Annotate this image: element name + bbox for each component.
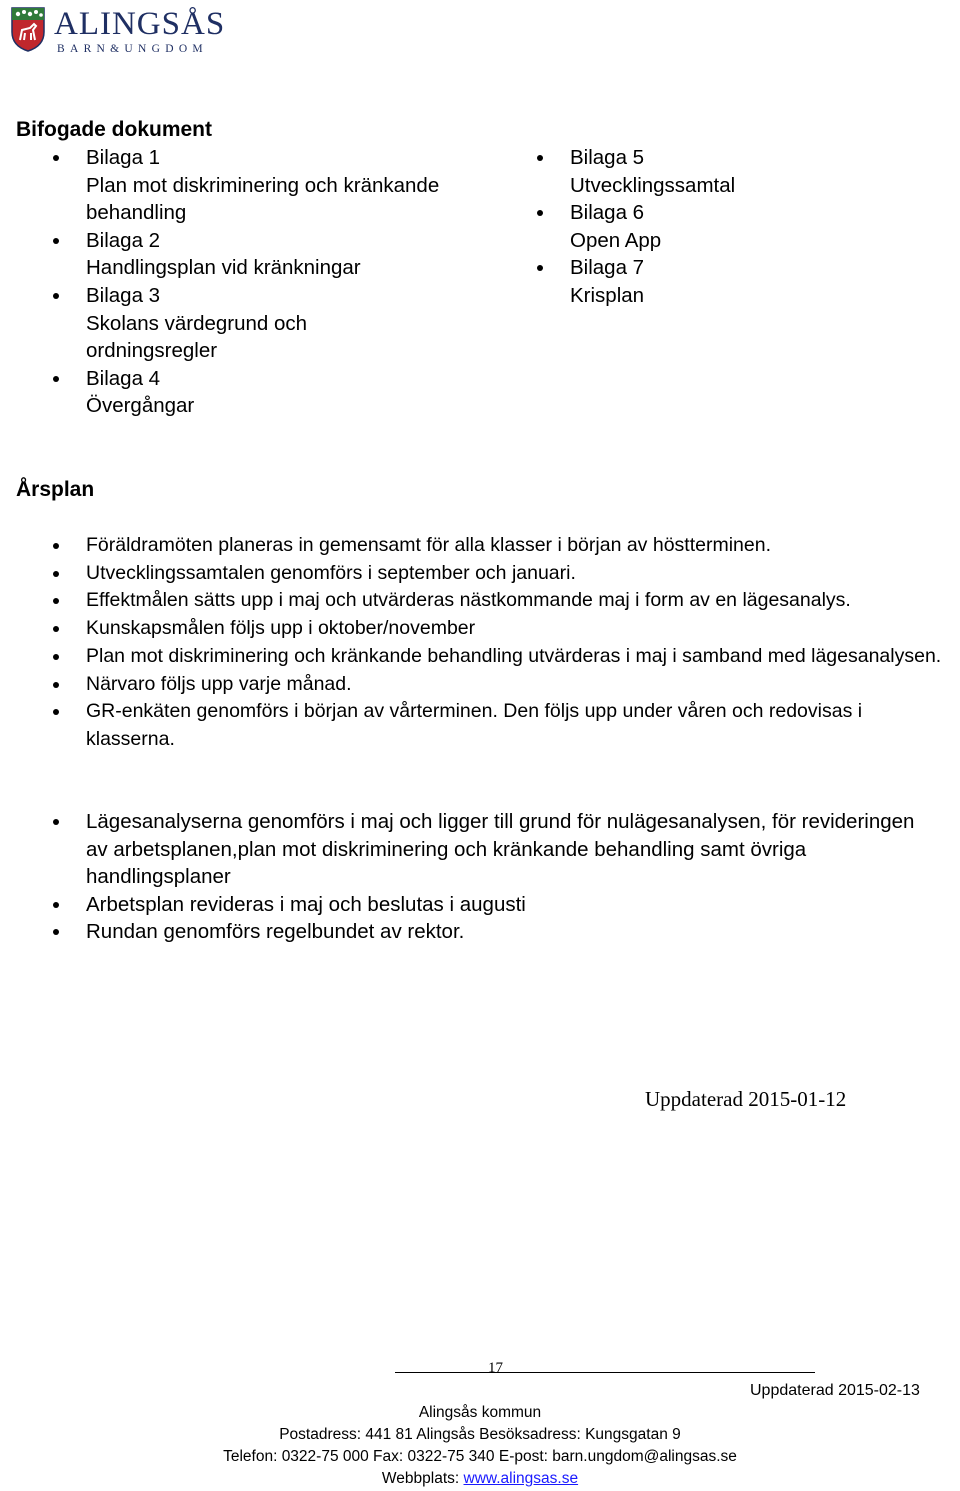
bullet-icon [53,571,59,577]
attachment-label: Bilaga 2 [86,228,161,252]
attachment-title: Plan mot diskriminering och kränkande behandling [86,173,440,225]
attachment-label: Bilaga 6 [570,201,645,225]
page-number: 17 [488,1360,503,1376]
list-item [86,365,516,420]
attachment-label: Bilaga 5 [570,146,645,169]
attachment-label: Bilaga 7 [570,256,645,280]
bullet-icon [53,682,59,688]
footer-web [0,1468,960,1490]
brand-subtitle: BARN&UNGDOM [57,43,208,55]
attachment-label: Bilaga 3 [86,283,161,307]
bullet-icon [53,543,59,549]
footer-web-label: Webbplats: [381,1470,464,1487]
list-item-text: Kunskapsmålen följs upp i oktober/november [86,617,476,640]
list-item-text: GR-enkäten genomförs i början av vårterminen. Den följs upp under våren och redovisas i klasserna. [86,700,863,750]
list-item [86,918,958,946]
bullet-icon [537,265,543,271]
bullet-icon [53,598,59,604]
list-item-text: Plan mot diskriminering och kränkande behandling utvärderas i maj i samband med lägesanalysen. [86,644,942,667]
attachment-title: Skolans värdegrund och ordningsregler [86,311,308,363]
bullet-icon [53,819,59,825]
annual-plan-heading: Årsplan [16,478,95,501]
list-item [86,615,958,643]
list-item [570,144,930,199]
list-item-text: Effektmålen sätts upp i maj och utvärderas nästkommande maj i form av en lägesanalys. [86,589,851,612]
bullet-icon [53,376,59,382]
bullet-icon [53,902,59,908]
bullet-icon [53,155,59,161]
bullet-icon [53,238,59,244]
list-item [570,254,930,309]
attachment-title: Utvecklingssamtal [570,173,736,197]
list-item-text: Rundan genomförs regelbundet av rektor. [86,920,465,944]
list-item-text: Föräldramöten planeras in gemensamt för alla klasser i början av höstterminen. [86,534,771,556]
list-item [86,643,958,671]
list-item-text: Lägesanalyserna genomförs i maj och ligger till grund för nulägesanalysen, för revideringen av arbetsplanen,plan mot diskriminering och kränkande behandling samt övriga handlingsplaner [86,810,915,889]
brand-name: ALINGSÅS [54,6,226,42]
attachments-heading: Bifogade dokument [16,118,213,141]
annual-plan-list [86,532,958,754]
municipal-shield-icon [10,6,46,52]
attachment-title: Övergångar [86,394,195,418]
list-item [86,532,958,560]
bullet-icon [53,626,59,632]
list-item [86,587,886,615]
attachments-list-left [86,144,516,420]
list-item [86,698,926,753]
updated-date: Uppdaterad 2015-01-12 [645,1087,847,1111]
list-item [86,891,958,919]
footer-divider [395,1372,815,1373]
bullet-icon [537,155,543,161]
bullet-icon [53,709,59,715]
attachment-title: Krisplan [570,283,645,307]
list-item-text: Utvecklingssamtalen genomförs i september och januari. [86,561,576,584]
list-item [86,808,931,891]
footer-contact: Telefon: 0322-75 000 Fax: 0322-75 340 E-post: barn.ungdom@alingsas.se [223,1448,737,1465]
attachment-label: Bilaga 1 [86,146,161,169]
logo [10,6,250,56]
website-link[interactable]: www.alingsas.se [463,1470,579,1487]
list-item-text: Arbetsplan revideras i maj och beslutas i augusti [86,892,526,916]
list-item [570,199,930,254]
list-item-text: Närvaro följs upp varje månad. [86,672,352,695]
list-item [86,144,516,227]
bullet-icon [53,293,59,299]
footer-postal: Postadress: 441 81 Alingsås Besöksadress: Kungsgatan 9 [279,1426,681,1443]
footer-updated-date: Uppdaterad 2015-02-13 [750,1382,920,1399]
list-item [86,282,516,365]
bullet-icon [537,210,543,216]
annual-plan-list-continued [86,808,958,946]
footer-org: Alingsås kommun [418,1404,542,1421]
list-item [86,560,958,588]
bullet-icon [53,654,59,660]
attachments-list-right [570,144,930,310]
list-item [86,671,958,699]
attachment-title: Open App [570,228,662,252]
bullet-icon [53,929,59,935]
attachment-label: Bilaga 4 [86,366,161,390]
list-item [86,227,516,282]
attachment-title: Handlingsplan vid kränkningar [86,256,361,280]
